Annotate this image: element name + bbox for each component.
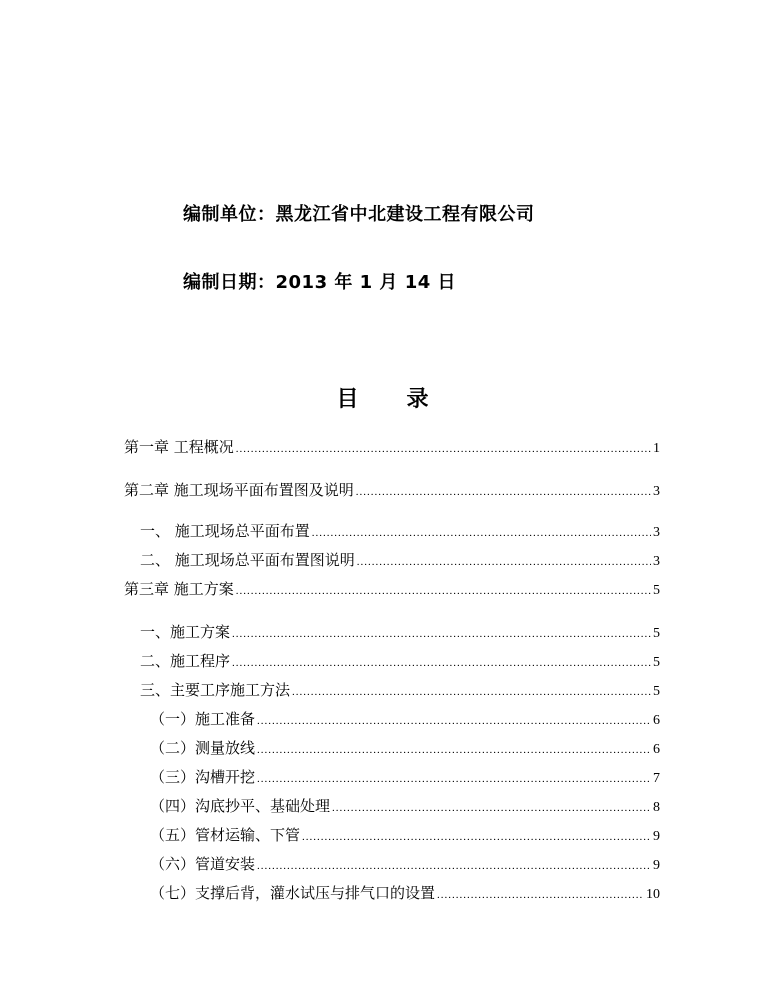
toc-leader-dots	[332, 802, 651, 814]
toc-entry-label: 一、 施工现场总平面布置	[140, 522, 310, 540]
toc-leader-dots	[292, 686, 651, 698]
toc-page-number: 3	[653, 484, 660, 499]
toc-entry[interactable]	[150, 824, 660, 846]
toc-leader-dots	[232, 628, 651, 640]
toc-entry-label: 二、施工程序	[140, 652, 231, 670]
toc-title	[0, 382, 765, 413]
toc-entry[interactable]	[140, 650, 660, 672]
toc-page-number: 7	[653, 771, 660, 786]
toc-leader-dots	[302, 831, 651, 843]
toc-entry-label: （五）管材运输、下管	[150, 826, 301, 844]
toc-entry[interactable]	[140, 520, 660, 542]
toc-entry[interactable]	[150, 795, 660, 817]
toc-entry-label: 二、 施工现场总平面布置图说明	[140, 551, 355, 569]
toc-entry[interactable]	[150, 737, 660, 759]
toc-leader-dots	[257, 715, 651, 727]
toc-entry-label: （二）测量放线	[150, 739, 256, 757]
toc-entry[interactable]	[150, 853, 660, 875]
toc-leader-dots	[257, 744, 651, 756]
toc-leader-dots	[357, 556, 651, 568]
toc-page-number: 10	[646, 887, 660, 902]
toc-entry-label: （一）施工准备	[150, 710, 256, 728]
toc-page-number: 5	[653, 684, 660, 699]
toc-leader-dots	[236, 443, 651, 455]
toc-page-number: 9	[653, 858, 660, 873]
toc-page-number: 5	[653, 626, 660, 641]
toc-page-number: 3	[653, 525, 660, 540]
toc-entry-label: 三、主要工序施工方法	[140, 681, 291, 699]
toc-entry-label: 一、施工方案	[140, 623, 231, 641]
toc-entry-label: 第一章 工程概况	[124, 438, 234, 456]
toc-leader-dots	[257, 860, 651, 872]
toc-entry-label: 第二章 施工现场平面布置图及说明	[124, 481, 354, 499]
toc-entry-label: （六）管道安装	[150, 855, 256, 873]
toc-page-number: 3	[653, 554, 660, 569]
toc-leader-dots	[437, 889, 644, 901]
toc-entry-label: 第三章 施工方案	[124, 580, 234, 598]
toc-page-number: 6	[653, 713, 660, 728]
toc-page-number: 1	[653, 441, 660, 456]
toc-leader-dots	[356, 486, 651, 498]
toc-page-number: 9	[653, 829, 660, 844]
toc-entry-label: （四）沟底抄平、基础处理	[150, 797, 331, 815]
toc-leader-dots	[257, 773, 651, 785]
toc-title-char: 目	[336, 387, 407, 412]
toc-page-number: 5	[653, 583, 660, 598]
toc-entry[interactable]	[140, 549, 660, 571]
compiling-unit: 编制单位：黑龙江省中北建设工程有限公司	[183, 204, 535, 225]
toc-leader-dots	[236, 585, 651, 597]
toc-entry[interactable]	[124, 578, 660, 600]
compiling-date: 编制日期：2013 年 1 月 14 日	[183, 272, 457, 293]
toc-entry[interactable]	[150, 708, 660, 730]
toc-page-number: 8	[653, 800, 660, 815]
toc-leader-dots	[312, 527, 651, 539]
toc-entry[interactable]	[150, 882, 660, 904]
toc-entry-label: （七）支撑后背，灌水试压与排气口的设置	[150, 884, 436, 902]
toc-entry[interactable]	[150, 766, 660, 788]
toc-entry-label: （三）沟槽开挖	[150, 768, 256, 786]
toc-entry[interactable]	[124, 479, 660, 501]
toc-leader-dots	[232, 657, 651, 669]
toc-entry[interactable]	[124, 436, 660, 458]
toc-title-char: 录	[406, 387, 477, 412]
toc-entry[interactable]	[140, 621, 660, 643]
toc-entry[interactable]	[140, 679, 660, 701]
toc-page-number: 6	[653, 742, 660, 757]
toc-page-number: 5	[653, 655, 660, 670]
